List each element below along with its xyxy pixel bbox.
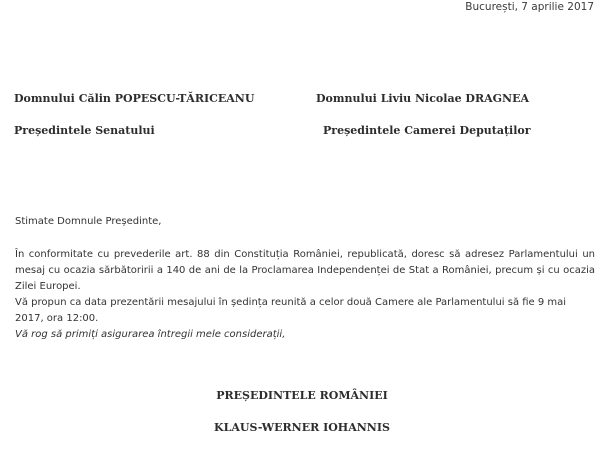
closing-formula: Vă rog să primiți asigurarea întregii mele considerații, <box>15 329 286 340</box>
addressee-senate-title: Președintele Senatului <box>14 124 155 137</box>
salutation: Stimate Domnule Președinte, <box>15 216 162 227</box>
addressee-chamber-title: Președintele Camerei Deputaților <box>323 124 531 137</box>
signature-title: PREȘEDINTELE ROMÂNIEI <box>216 389 388 402</box>
addressee-chamber-name: Domnului Liviu Nicolae DRAGNEA <box>316 92 529 105</box>
signature-name: KLAUS-WERNER IOHANNIS <box>214 421 390 434</box>
date-line: București, 7 aprilie 2017 <box>465 1 594 13</box>
addressee-senate-name: Domnului Călin POPESCU-TĂRICEANU <box>14 92 255 105</box>
paragraph-proposed-date: Vă propun ca data prezentării mesajului în ședința reunită a celor două Camere ale Parlamentului să fie 9 mai 2017, ora 12:00. <box>15 297 567 324</box>
paragraph-constitution: În conformitate cu prevederile art. 88 din Constituția României, republicată, doresc să adresez Parlamentului un mesaj cu ocazia sărbătoririi a 140 de ani de la Proclamarea Independenței de Stat a României, precum și cu ocazia Zilei Europei. <box>15 249 595 292</box>
